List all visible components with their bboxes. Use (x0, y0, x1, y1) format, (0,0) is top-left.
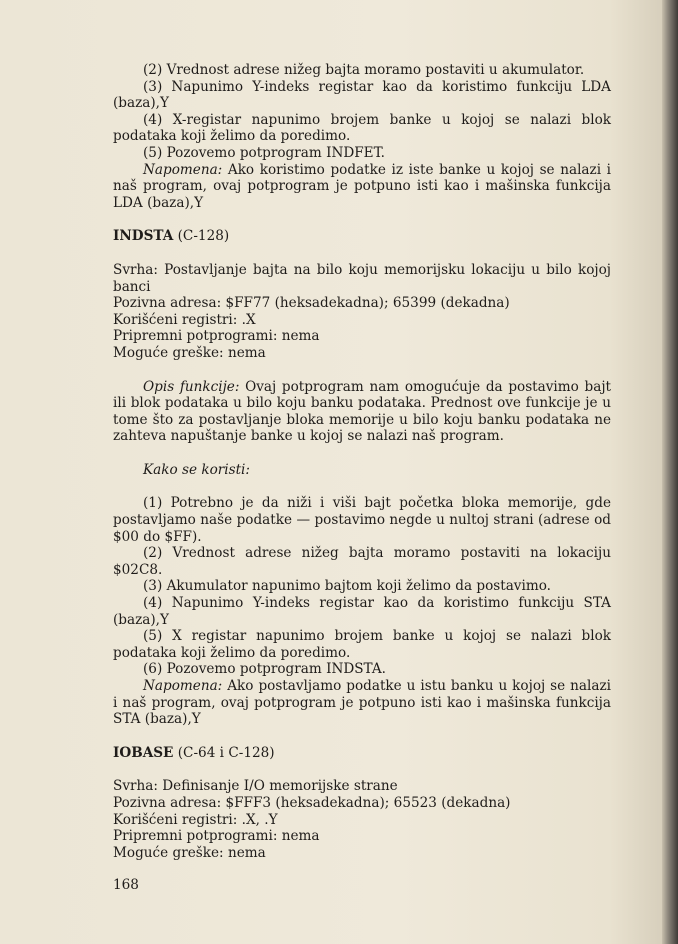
page-text (113, 62, 611, 894)
note-text: Ako postavljamo podatke u istu banku u kojoj se nalazi i naš program, ovaj potprogram je potpuno isti kao i mašinska funkcija STA (baza),Y (113, 678, 611, 728)
info-line: Korišćeni registri: .X (113, 311, 256, 328)
step-paragraph: (2) Vrednost adrese nižeg bajta moramo postaviti na lokaciju $02C8. (113, 545, 611, 578)
note-text: Ovaj potprogram nam omogućuje da postavimo bajt ili blok podataka u bilo koju banku podataka. Prednost ove funkcije je u tome što za postavljanje bloka memorije u bilo koju banku podataka ne zahteva napuštanje banke u kojoj se nalazi naš program. (113, 378, 611, 445)
note-label: Opis funkcije: (143, 378, 240, 395)
info-line: Pripremni potprogrami: nema (113, 328, 320, 345)
step-paragraph: (6) Pozovemo potprogram INDSTA. (143, 661, 387, 678)
page-number: 168 (113, 877, 139, 894)
step-paragraph: (2) Vrednost adrese nižeg bajta moramo postaviti u akumulator. (143, 62, 585, 78)
heading-title: INDSTA (113, 228, 174, 245)
note-paragraph (113, 162, 611, 212)
note-paragraph (113, 678, 611, 728)
info-line: Pozivna adresa: $FFF3 (heksadekadna); 65523 (dekadna) (113, 794, 511, 811)
heading-platform: (C-64 i C-128) (173, 744, 275, 761)
step-paragraph: (4) Napunimo Y-indeks registar kao da koristimo funkciju STA (baza),Y (113, 595, 611, 628)
step-paragraph: (3) Napunimo Y-indeks registar kao da koristimo funkciju LDA (baza),Y (113, 78, 611, 112)
note-label: Napomena: (143, 161, 223, 178)
page-edge (662, 0, 678, 944)
info-line: Svrha: Definisanje I/O memorijske strane (113, 778, 398, 795)
step-paragraph: (5) Pozovemo potprogram INDFET. (143, 144, 385, 161)
subsection-heading: Kako se koristi: (143, 461, 250, 478)
info-line: Moguće greške: nema (113, 844, 266, 861)
section-heading (113, 745, 611, 762)
heading-platform: (C-128) (173, 228, 230, 245)
step-paragraph: (1) Potrebno je da niži i viši bajt početka bloka memorije, gde postavljamo naše podatke — postavimo negde u nultoj strani (adrese od $00 do $FF). (113, 495, 611, 545)
info-line: Svrha: Postavljanje bajta na bilo koju memorijsku lokaciju u bilo kojoj banci (113, 261, 611, 295)
note-label: Napomena: (143, 678, 223, 694)
note-paragraph (113, 379, 611, 445)
info-line: Pozivna adresa: $FF77 (heksadekadna); 65399 (dekadna) (113, 295, 510, 312)
step-paragraph: (4) X-registar napunimo brojem banke u kojoj se nalazi blok podataka koji želimo da poredimo. (113, 111, 611, 145)
step-paragraph: (3) Akumulator napunimo bajtom koji želimo da postavimo. (143, 578, 551, 595)
heading-title: IOBASE (113, 744, 174, 761)
info-line: Korišćeni registri: .X, .Y (113, 811, 278, 828)
step-paragraph: (5) X registar napunimo brojem banke u kojoj se nalazi blok podataka koji želimo da poredimo. (113, 628, 611, 661)
note-text: Ako koristimo podatke iz iste banke u kojoj se nalazi i naš program, ovaj potprogram je potpuno isti kao i mašinska funkcija LDA (baza),Y (113, 161, 611, 211)
info-line: Moguće greške: nema (113, 344, 266, 361)
info-line: Pripremni potprogrami: nema (113, 828, 320, 845)
section-heading (113, 228, 611, 245)
